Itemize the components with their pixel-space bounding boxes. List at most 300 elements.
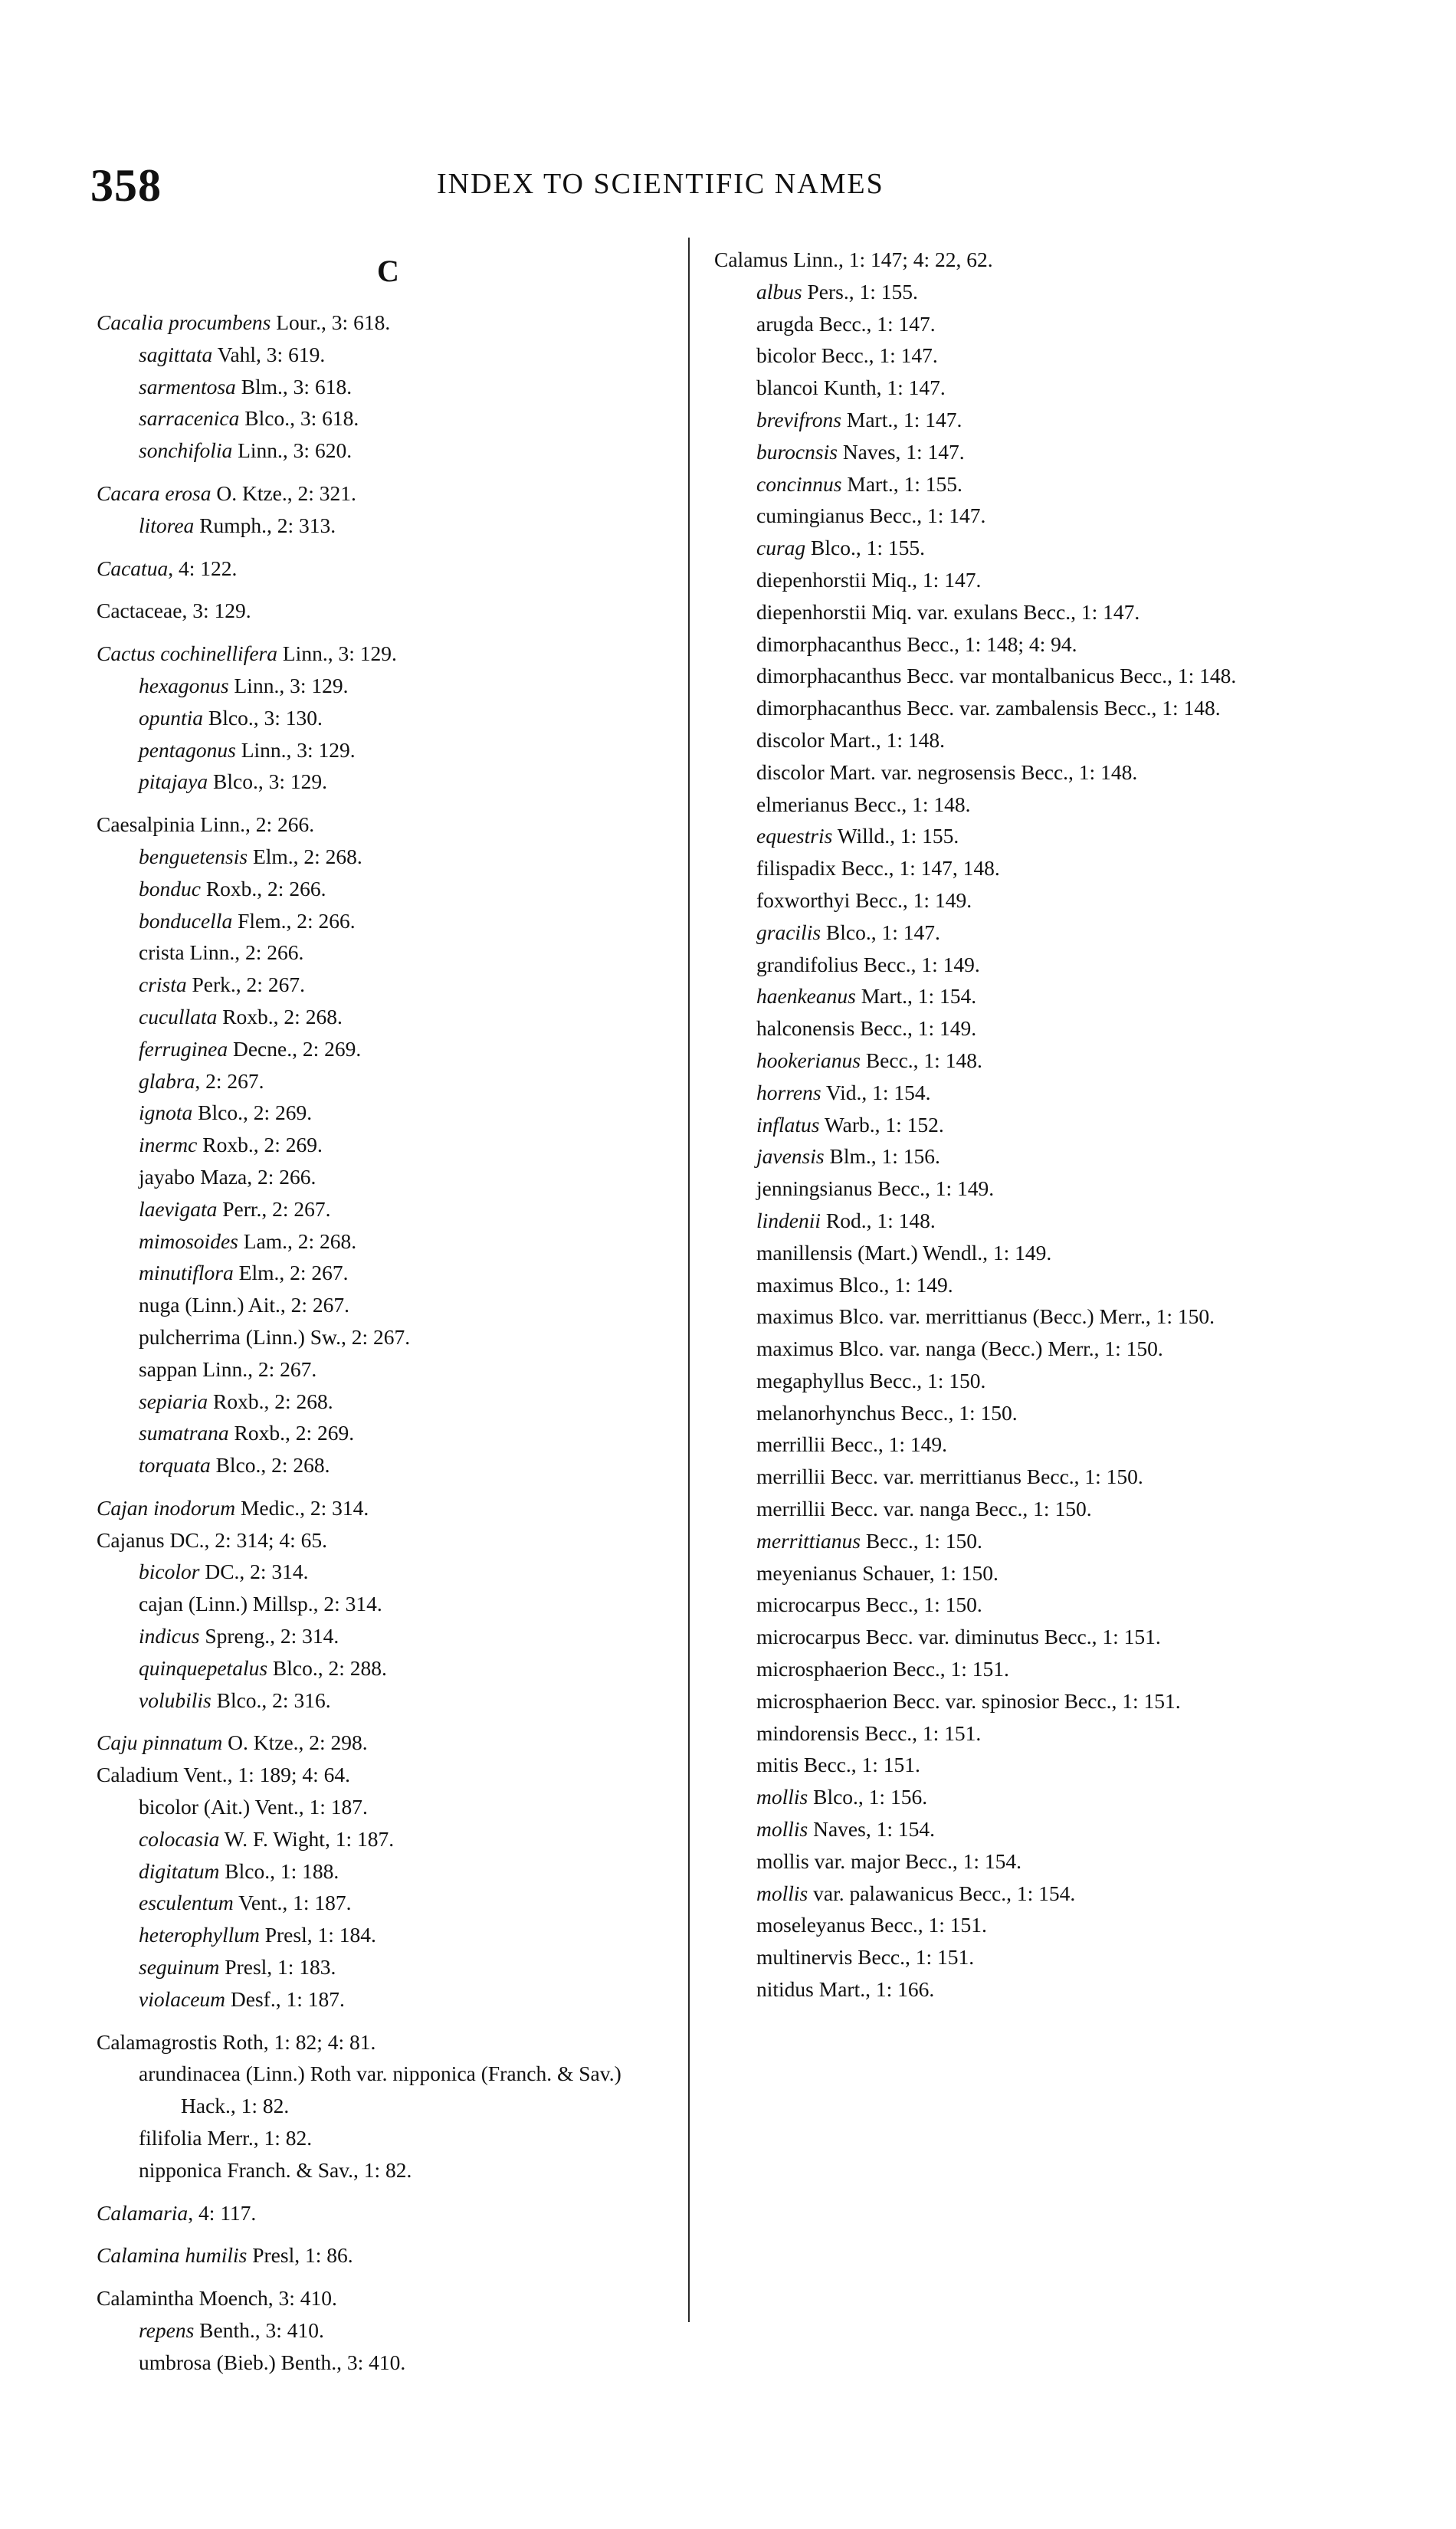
index-entry <box>714 1621 1312 1653</box>
entry-reference: Blco., 2: 269. <box>192 1100 313 1125</box>
entry-reference: Becc., 1: 149. <box>850 887 972 912</box>
entry-name: nitidus <box>756 1977 814 2002</box>
index-entry <box>97 2154 679 2186</box>
entry-reference: var. major Becc., 1: 154. <box>808 1848 1021 1873</box>
entry-name: mitis <box>756 1753 799 1777</box>
index-entry <box>97 1353 679 1386</box>
entry-name: microcarpus <box>756 1625 861 1649</box>
entry-name: burocnsis <box>756 439 838 464</box>
entry-name: moseleyanus <box>756 1913 866 1937</box>
entry-name: Calamus <box>714 248 789 271</box>
entry-reference: Becc., 1: 151. <box>865 1913 987 1937</box>
index-entry <box>97 841 679 873</box>
entry-reference: Becc., 1: 149. <box>858 952 980 976</box>
index-entry <box>97 307 679 339</box>
entry-name: inermc <box>139 1133 198 1157</box>
index-entry <box>714 949 1312 981</box>
index-entry <box>714 1077 1312 1109</box>
entry-name: sarmentosa <box>139 374 236 399</box>
entry-name: dimorphacanthus <box>756 664 902 688</box>
index-entry <box>97 873 679 905</box>
index-entry <box>97 670 679 702</box>
entry-name: inflatus <box>756 1112 820 1137</box>
index-entry <box>714 244 1312 276</box>
index-entry <box>97 510 679 542</box>
entry-reference: Rumph., 2: 313. <box>194 513 336 537</box>
index-entry <box>714 1109 1312 1141</box>
index-entry <box>714 1973 1312 2006</box>
entry-name: javensis <box>756 1144 825 1169</box>
index-entry <box>97 1951 679 1983</box>
index-entry <box>714 1653 1312 1685</box>
index-entry <box>714 1685 1312 1717</box>
entry-reference: Miq. var. exulans Becc., 1: 147. <box>866 599 1140 624</box>
entry-reference: Benth., 3: 410. <box>194 2318 324 2343</box>
index-entry <box>714 660 1312 692</box>
index-entry <box>97 339 679 371</box>
index-entry <box>714 500 1312 532</box>
entry-reference: Blco., 3: 618. <box>239 406 359 431</box>
entry-name: opuntia <box>139 705 204 730</box>
index-entry <box>97 1161 679 1193</box>
entry-name: meyenianus <box>756 1560 858 1585</box>
entry-reference: Becc., 1: 148. <box>848 792 971 816</box>
entry-reference: DC., 2: 314. <box>199 1560 309 1584</box>
index-entry <box>714 1845 1312 1878</box>
entry-name: Calamintha <box>97 2286 194 2311</box>
entry-name: bicolor <box>139 1795 198 1819</box>
entry-reference: Becc., 1: 147, 148. <box>835 856 1000 881</box>
entry-reference: Roxb., 2: 269. <box>197 1133 323 1157</box>
entry-name: dimorphacanthus <box>756 696 902 720</box>
entry-reference: var. palawanicus Becc., 1: 154. <box>808 1881 1076 1905</box>
entry-reference: Blco., 2: 288. <box>267 1655 387 1680</box>
index-entry <box>97 1033 679 1065</box>
entry-name: ignota <box>139 1100 193 1125</box>
entry-name: sonchifolia <box>139 438 233 463</box>
entry-name: bonducella <box>139 908 233 933</box>
entry-name: nuga <box>139 1293 180 1317</box>
entry-reference: (Ait.) Vent., 1: 187. <box>198 1795 368 1819</box>
entry-reference: Presl, 1: 184. <box>259 1923 376 1947</box>
entry-name: concinnus <box>756 471 842 496</box>
index-entry <box>714 756 1312 789</box>
index-entry <box>97 2314 679 2347</box>
entry-name: foxworthyi <box>756 887 851 912</box>
index-column-right <box>714 244 1312 2006</box>
index-entry <box>97 1887 679 1919</box>
entry-reference: Becc. var. zambalensis Becc., 1: 148. <box>901 696 1221 720</box>
entry-name: hexagonus <box>139 673 229 697</box>
entry-reference: Blco., 1: 188. <box>219 1858 339 1883</box>
index-entry <box>714 1493 1312 1525</box>
index-entry <box>97 1449 679 1481</box>
entry-reference: Blco., 2: 316. <box>211 1688 331 1712</box>
entry-name: albus <box>756 279 802 303</box>
entry-name: bonduc <box>139 876 201 900</box>
index-entry <box>97 766 679 798</box>
entry-reference: Becc., 1: 147. <box>864 504 986 528</box>
entry-reference: Schauer, 1: 150. <box>857 1560 999 1585</box>
entry-name: Cacatua <box>97 556 169 580</box>
page-number: 358 <box>90 160 162 211</box>
entry-reference: Linn., 1: 147; 4: 22, 62. <box>788 248 993 271</box>
entry-name: mindorensis <box>756 1720 860 1745</box>
entry-name: halconensis <box>756 1016 855 1041</box>
entry-name: Cacara erosa <box>97 481 212 505</box>
index-entry <box>714 789 1312 821</box>
entry-reference: Flem., 2: 266. <box>232 908 356 933</box>
index-entry <box>714 1525 1312 1557</box>
entry-name: maximus <box>756 1304 834 1329</box>
entry-reference: Naves, 1: 147. <box>837 439 965 464</box>
entry-reference: (Mart.) Wendl., 1: 149. <box>852 1240 1052 1264</box>
entry-name: elmerianus <box>756 792 849 816</box>
entry-name: grandifolius <box>756 952 858 976</box>
entry-reference: Roth, 1: 82; 4: 81. <box>217 2029 376 2054</box>
index-entry <box>714 468 1312 500</box>
entry-reference: Franch. & Sav., 1: 82. <box>221 2157 412 2182</box>
entry-name: sarracenica <box>139 406 240 431</box>
index-entry <box>714 1717 1312 1750</box>
entry-reference: Presl, 1: 183. <box>219 1955 336 1980</box>
entry-reference: , 3: 129. <box>182 599 251 623</box>
index-entry <box>97 1855 679 1888</box>
entry-reference: Mart., 1: 147. <box>841 407 962 431</box>
index-entry <box>97 2197 679 2229</box>
index-entry <box>97 1225 679 1258</box>
index-entry <box>97 1129 679 1161</box>
index-entry <box>714 1333 1312 1365</box>
entry-reference: (Linn.) Millsp., 2: 314. <box>183 1592 382 1616</box>
index-entry <box>714 1909 1312 1941</box>
index-entry <box>97 2347 679 2379</box>
entry-name: jayabo <box>139 1164 195 1189</box>
entry-name: Cajan inodorum <box>97 1495 236 1520</box>
entry-name: Cacalia procumbens <box>97 310 271 334</box>
entry-reference: Linn., 3: 129. <box>277 641 397 666</box>
entry-reference: (Linn.) Ait., 2: 267. <box>179 1293 349 1317</box>
index-entry <box>97 1727 679 1759</box>
entry-reference: Maza, 2: 266. <box>195 1164 316 1189</box>
index-entry <box>714 308 1312 340</box>
entry-reference: Blm., 1: 156. <box>824 1144 940 1169</box>
entry-reference: Pers., 1: 155. <box>802 279 918 303</box>
index-entry <box>714 1012 1312 1045</box>
entry-reference: Becc., 1: 149. <box>872 1176 995 1201</box>
entry-name: jenningsianus <box>756 1176 873 1201</box>
entry-reference: Mart. var. negrosensis Becc., 1: 148. <box>824 759 1138 784</box>
entry-reference: Blco., 1: 155. <box>805 536 926 560</box>
entry-reference: Miq., 1: 147. <box>866 567 982 592</box>
index-entry <box>97 1620 679 1652</box>
entry-name: microcarpus <box>756 1593 861 1617</box>
entry-name: Cactus cochinellifera <box>97 641 277 666</box>
index-entry <box>714 1813 1312 1845</box>
index-entry <box>97 1556 679 1588</box>
entry-name: digitatum <box>139 1858 220 1883</box>
entry-name: crista <box>139 973 187 997</box>
index-entry <box>97 702 679 734</box>
entry-name: filifolia <box>139 2126 202 2150</box>
index-entry <box>714 724 1312 756</box>
index-entry <box>97 1065 679 1097</box>
entry-reference: Linn., 3: 129. <box>228 673 349 697</box>
entry-reference: Blm., 3: 618. <box>235 374 353 399</box>
entry-name: microsphaerion <box>756 1657 888 1681</box>
index-entry <box>714 1045 1312 1077</box>
entry-reference: Mart., 1: 166. <box>813 1977 935 2002</box>
entry-name: sagittata <box>139 342 213 366</box>
entry-name: nipponica <box>139 2157 222 2182</box>
index-entry <box>714 1557 1312 1589</box>
entry-reference: Linn., 2: 266. <box>184 940 304 965</box>
entry-reference: Roxb., 2: 268. <box>217 1004 343 1028</box>
entry-name: umbrosa <box>139 2350 212 2374</box>
entry-name: blancoi <box>756 376 818 400</box>
entry-reference: Elm., 2: 267. <box>233 1261 349 1285</box>
entry-name: quinquepetalus <box>139 1655 268 1680</box>
entry-name: gracilis <box>756 920 821 944</box>
entry-name: diepenhorstii <box>756 567 867 592</box>
entry-name: merrillii <box>756 1497 826 1521</box>
index-entry <box>97 1321 679 1353</box>
index-entry <box>97 2122 679 2154</box>
entry-reference: Mart., 1: 148. <box>824 727 945 752</box>
entry-name: brevifrons <box>756 407 842 431</box>
entry-reference: Becc., 1: 148; 4: 94. <box>901 631 1077 656</box>
entry-name: merrillii <box>756 1432 826 1457</box>
entry-reference: Becc., 1: 150. <box>895 1400 1018 1425</box>
index-entry <box>97 936 679 969</box>
index-entry <box>97 371 679 403</box>
index-entry <box>714 1749 1312 1781</box>
index-entry <box>97 595 679 627</box>
entry-reference: Elm., 2: 268. <box>248 844 362 868</box>
index-entry <box>714 1365 1312 1397</box>
entry-name: laevigata <box>139 1196 218 1221</box>
entry-name: discolor <box>756 759 825 784</box>
entry-name: heterophyllum <box>139 1923 260 1947</box>
entry-reference: Perk., 2: 267. <box>186 973 305 997</box>
entry-reference: Lour., 3: 618. <box>271 310 391 334</box>
entry-reference: Becc. var. spinosior Becc., 1: 151. <box>887 1688 1181 1713</box>
entry-name: arugda <box>756 311 814 336</box>
entry-reference: Becc., 1: 151. <box>887 1657 1009 1681</box>
entry-name: glabra <box>139 1068 195 1093</box>
index-entry <box>714 1140 1312 1173</box>
entry-name: repens <box>139 2318 195 2343</box>
entry-reference: Merr., 1: 82. <box>202 2126 313 2150</box>
entry-reference: Becc. var montalbanicus Becc., 1: 148. <box>901 664 1237 688</box>
entry-reference: Becc., 1: 149. <box>854 1016 977 1041</box>
entry-name: pulcherrima <box>139 1324 241 1349</box>
entry-name: benguetensis <box>139 844 248 868</box>
index-column-left <box>97 307 679 2379</box>
index-entry <box>97 1823 679 1855</box>
entry-name: Calamaria <box>97 2200 189 2225</box>
entry-reference: O. Ktze., 2: 298. <box>222 1730 368 1755</box>
entry-name: seguinum <box>139 1955 220 1980</box>
entry-reference: Willd., 1: 155. <box>832 824 959 848</box>
index-entry <box>97 1386 679 1418</box>
entry-name: lindenii <box>756 1208 821 1232</box>
entry-name: mollis <box>756 1817 808 1842</box>
entry-reference: Blco., 3: 130. <box>203 705 323 730</box>
entry-name: megaphyllus <box>756 1368 864 1392</box>
entry-reference: Perr., 2: 267. <box>217 1196 331 1221</box>
index-entry <box>714 852 1312 884</box>
entry-name: diepenhorstii <box>756 599 867 624</box>
entry-name: colocasia <box>139 1826 220 1851</box>
entry-name: violaceum <box>139 1986 226 2011</box>
index-entry <box>714 1461 1312 1493</box>
index-entry <box>97 2058 679 2122</box>
index-entry <box>714 532 1312 564</box>
entry-name: cumingianus <box>756 504 864 528</box>
entry-reference: , 4: 122. <box>168 556 238 580</box>
entry-reference: DC., 2: 314; 4: 65. <box>164 1527 327 1552</box>
entry-reference: Becc. var. diminutus Becc., 1: 151. <box>860 1625 1161 1649</box>
entry-reference: Lam., 2: 268. <box>238 1228 357 1253</box>
entry-reference: Vent., 1: 187. <box>233 1891 352 1915</box>
entry-name: mollis <box>756 1785 808 1809</box>
index-entry <box>714 917 1312 949</box>
entry-name: Caesalpinia <box>97 812 195 837</box>
entry-reference: Becc., 1: 150. <box>860 1528 982 1553</box>
entry-reference: Medic., 2: 314. <box>235 1495 369 1520</box>
column-divider <box>688 238 690 2322</box>
index-entry <box>97 969 679 1001</box>
entry-reference: Moench, 3: 410. <box>193 2286 337 2311</box>
entry-reference: W. F. Wight, 1: 187. <box>219 1826 395 1851</box>
index-entry <box>97 1001 679 1033</box>
index-entry <box>97 1193 679 1225</box>
index-entry <box>714 1205 1312 1237</box>
entry-name: crista <box>139 940 185 965</box>
entry-reference: Blco. var. merrittianus (Becc.) Merr., 1: 150. <box>833 1304 1215 1329</box>
entry-name: Cajanus <box>97 1527 165 1552</box>
index-entry <box>714 1589 1312 1621</box>
entry-reference: Presl, 1: 86. <box>247 2243 353 2268</box>
index-entry <box>714 1429 1312 1461</box>
index-entry <box>714 276 1312 308</box>
entry-name: Caladium <box>97 1763 179 1787</box>
entry-reference: , 2: 267. <box>195 1068 264 1093</box>
index-entry <box>97 1289 679 1321</box>
entry-reference: Warb., 1: 152. <box>819 1112 944 1137</box>
entry-reference: Desf., 1: 187. <box>225 1986 345 2011</box>
entry-name: merrittianus <box>756 1528 861 1553</box>
index-entry <box>97 1524 679 1556</box>
index-entry <box>97 1791 679 1823</box>
index-entry <box>714 628 1312 661</box>
entry-name: indicus <box>139 1624 200 1648</box>
entry-reference: Becc., 1: 147. <box>815 343 938 368</box>
entry-name: equestris <box>756 824 833 848</box>
index-entry <box>714 404 1312 436</box>
entry-name: mollis <box>756 1848 809 1873</box>
entry-reference: Linn., 2: 266. <box>195 812 315 837</box>
entry-reference: Mart., 1: 155. <box>841 471 962 496</box>
entry-reference: Linn., 3: 129. <box>235 737 356 762</box>
index-entry <box>97 1097 679 1129</box>
entry-name: litorea <box>139 513 195 537</box>
entry-reference: (Linn.) Roth var. nipponica (Franch. & Sav.) Hack., 1: 82. <box>181 2062 621 2118</box>
index-entry <box>97 1919 679 1951</box>
index-entry <box>714 339 1312 372</box>
index-entry <box>97 905 679 937</box>
index-entry <box>97 1983 679 2016</box>
index-entry <box>97 1492 679 1524</box>
entry-name: microsphaerion <box>756 1688 888 1713</box>
entry-name: mimosoides <box>139 1228 238 1253</box>
entry-name: pentagonus <box>139 737 236 762</box>
index-entry <box>714 596 1312 628</box>
entry-name: torquata <box>139 1453 211 1478</box>
running-title: INDEX TO SCIENTIFIC NAMES <box>437 168 884 200</box>
entry-name: esculentum <box>139 1891 234 1915</box>
index-entry <box>714 1397 1312 1429</box>
entry-reference: Blco., 1: 147. <box>821 920 940 944</box>
entry-reference: Becc., 1: 151. <box>859 1720 982 1745</box>
entry-name: merrillii <box>756 1465 826 1489</box>
index-entry <box>97 2239 679 2272</box>
entry-reference: , 4: 117. <box>188 2200 257 2225</box>
entry-reference: Becc., 1: 150. <box>864 1368 986 1392</box>
entry-name: manillensis <box>756 1240 853 1264</box>
entry-name: multinervis <box>756 1945 853 1970</box>
entry-reference: Roxb., 2: 269. <box>228 1421 355 1445</box>
entry-reference: Becc. var. merrittianus Becc., 1: 150. <box>825 1465 1143 1489</box>
entry-name: mollis <box>756 1881 808 1905</box>
index-entry <box>97 553 679 585</box>
entry-reference: Blco., 1: 149. <box>833 1272 953 1297</box>
entry-name: haenkeanus <box>756 984 856 1009</box>
index-entry <box>97 1684 679 1717</box>
entry-reference: Blco., 1: 156. <box>808 1785 928 1809</box>
entry-name: cajan <box>139 1592 184 1616</box>
entry-reference: Kunth, 1: 147. <box>818 376 946 400</box>
entry-name: dimorphacanthus <box>756 631 902 656</box>
index-entry <box>97 402 679 435</box>
entry-name: volubilis <box>139 1688 212 1712</box>
entry-reference: Blco., 3: 129. <box>208 769 327 794</box>
entry-reference: (Linn.) Sw., 2: 267. <box>240 1324 411 1349</box>
section-letter: C <box>377 254 399 288</box>
entry-name: horrens <box>756 1080 821 1104</box>
entry-reference: Roxb., 2: 266. <box>200 876 326 900</box>
entry-name: maximus <box>756 1337 834 1361</box>
entry-reference: O. Ktze., 2: 321. <box>211 481 356 505</box>
index-entry <box>97 477 679 510</box>
entry-name: curag <box>756 536 806 560</box>
entry-name: arundinacea <box>139 2062 241 2086</box>
entry-reference: Linn., 2: 267. <box>197 1356 317 1381</box>
entry-name: filispadix <box>756 856 836 881</box>
entry-name: Cactaceae <box>97 599 182 623</box>
entry-reference: Blco. var. nanga (Becc.) Merr., 1: 150. <box>833 1337 1163 1361</box>
entry-name: Calamagrostis <box>97 2029 218 2054</box>
entry-name: maximus <box>756 1272 834 1297</box>
index-entry <box>714 1301 1312 1333</box>
entry-name: hookerianus <box>756 1048 861 1072</box>
entry-reference: Becc., 1: 147. <box>813 311 936 336</box>
index-entry <box>97 2282 679 2314</box>
index-entry <box>714 1237 1312 1269</box>
entry-name: sumatrana <box>139 1421 229 1445</box>
entry-reference: (Bieb.) Benth., 3: 410. <box>211 2350 406 2374</box>
